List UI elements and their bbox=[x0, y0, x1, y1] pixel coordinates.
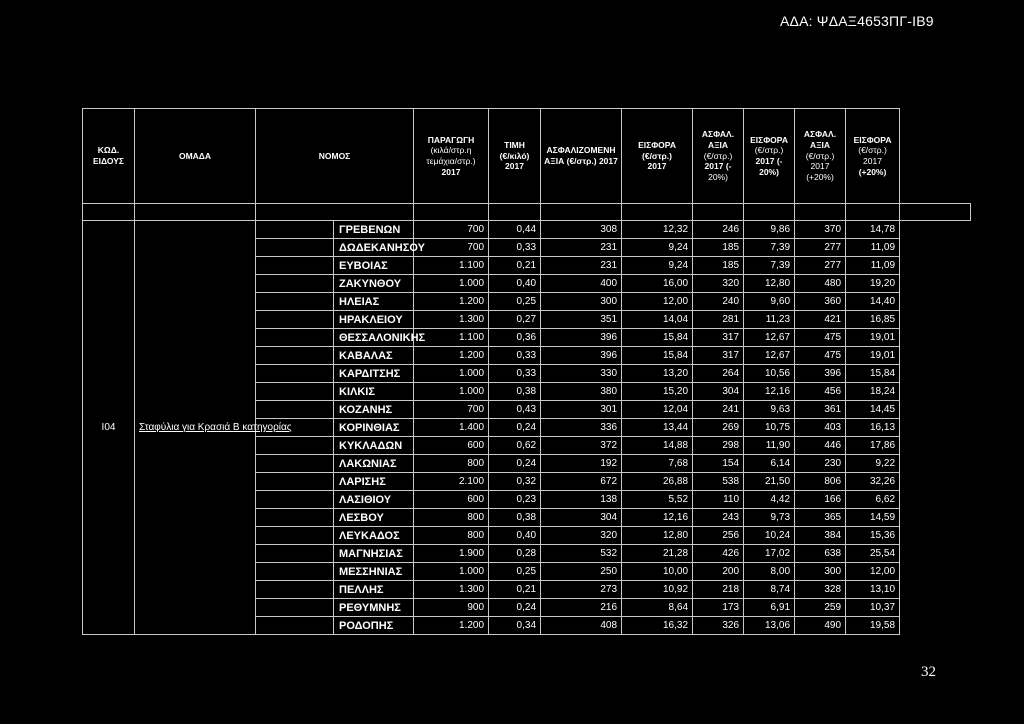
cell-insured-plus20: 638 bbox=[795, 545, 846, 563]
cell-contribution-plus20: 14,78 bbox=[846, 221, 900, 239]
cell-insured-plus20: 230 bbox=[795, 455, 846, 473]
cell-price: 0,62 bbox=[489, 437, 541, 455]
cell-insured-value: 351 bbox=[541, 311, 622, 329]
cell-nomos-name: ΡΟΔΟΠΗΣ bbox=[334, 617, 414, 635]
cell-insured-minus20: 200 bbox=[693, 563, 744, 581]
nomos-spacer bbox=[256, 581, 334, 599]
cell-contribution-minus20: 8,00 bbox=[744, 563, 795, 581]
header-contribution-minus20: ΕΙΣΦΟΡΑ (€/στρ.) 2017 (- 20%) bbox=[744, 109, 795, 204]
cell-insured-value: 396 bbox=[541, 347, 622, 365]
cell-production: 1.300 bbox=[414, 311, 489, 329]
cell-nomos-name: ΚΙΛΚΙΣ bbox=[334, 383, 414, 401]
cell-production: 2.100 bbox=[414, 473, 489, 491]
cell-contribution-plus20: 6,62 bbox=[846, 491, 900, 509]
cell-insured-value: 320 bbox=[541, 527, 622, 545]
nomos-spacer bbox=[256, 347, 334, 365]
cell-insured-plus20: 456 bbox=[795, 383, 846, 401]
cell-price: 0,23 bbox=[489, 491, 541, 509]
nomos-spacer bbox=[256, 221, 334, 239]
nomos-spacer bbox=[256, 383, 334, 401]
cell-price: 0,25 bbox=[489, 293, 541, 311]
cell-insured-plus20: 384 bbox=[795, 527, 846, 545]
cell-price: 0,34 bbox=[489, 617, 541, 635]
cell-contribution-plus20: 12,00 bbox=[846, 563, 900, 581]
cell-production: 1.000 bbox=[414, 383, 489, 401]
cell-price: 0,28 bbox=[489, 545, 541, 563]
cell-contribution: 14,88 bbox=[622, 437, 693, 455]
product-code: Ι04 bbox=[83, 221, 135, 635]
header-group: ΟΜΑΔΑ bbox=[135, 109, 256, 204]
cell-insured-minus20: 154 bbox=[693, 455, 744, 473]
cell-contribution-plus20: 15,84 bbox=[846, 365, 900, 383]
cell-insured-value: 231 bbox=[541, 239, 622, 257]
cell-insured-plus20: 370 bbox=[795, 221, 846, 239]
cell-nomos-name: ΚΥΚΛΑΔΩΝ bbox=[334, 437, 414, 455]
cell-insured-value: 216 bbox=[541, 599, 622, 617]
cell-insured-value: 138 bbox=[541, 491, 622, 509]
cell-insured-value: 273 bbox=[541, 581, 622, 599]
cell-insured-minus20: 185 bbox=[693, 239, 744, 257]
cell-contribution-plus20: 16,85 bbox=[846, 311, 900, 329]
cell-contribution-plus20: 16,13 bbox=[846, 419, 900, 437]
cell-nomos-name: ΘΕΣΣΑΛΟΝΙΚΗΣ bbox=[334, 329, 414, 347]
cell-nomos-name: ΜΕΣΣΗΝΙΑΣ bbox=[334, 563, 414, 581]
cell-insured-minus20: 173 bbox=[693, 599, 744, 617]
cell-insured-minus20: 269 bbox=[693, 419, 744, 437]
cell-nomos-name: ΛΑΡΙΣΗΣ bbox=[334, 473, 414, 491]
cell-contribution-minus20: 10,24 bbox=[744, 527, 795, 545]
spacer-row bbox=[83, 204, 971, 221]
cell-insured-plus20: 328 bbox=[795, 581, 846, 599]
nomos-spacer bbox=[256, 491, 334, 509]
nomos-spacer bbox=[256, 275, 334, 293]
cell-contribution: 9,24 bbox=[622, 257, 693, 275]
cell-contribution-minus20: 7,39 bbox=[744, 257, 795, 275]
cell-price: 0,24 bbox=[489, 455, 541, 473]
cell-nomos-name: ΛΕΥΚΑΔΟΣ bbox=[334, 527, 414, 545]
cell-insured-minus20: 426 bbox=[693, 545, 744, 563]
cell-contribution-plus20: 32,26 bbox=[846, 473, 900, 491]
cell-production: 800 bbox=[414, 509, 489, 527]
cell-contribution-plus20: 14,59 bbox=[846, 509, 900, 527]
cell-contribution-minus20: 10,75 bbox=[744, 419, 795, 437]
cell-contribution-minus20: 21,50 bbox=[744, 473, 795, 491]
cell-nomos-name: ΡΕΘΥΜΝΗΣ bbox=[334, 599, 414, 617]
cell-contribution-minus20: 12,67 bbox=[744, 329, 795, 347]
cell-insured-value: 396 bbox=[541, 329, 622, 347]
cell-production: 1.200 bbox=[414, 347, 489, 365]
cell-insured-minus20: 246 bbox=[693, 221, 744, 239]
cell-nomos-name: ΠΕΛΛΗΣ bbox=[334, 581, 414, 599]
cell-contribution-plus20: 19,20 bbox=[846, 275, 900, 293]
cell-contribution: 10,92 bbox=[622, 581, 693, 599]
cell-production: 800 bbox=[414, 527, 489, 545]
cell-insured-plus20: 259 bbox=[795, 599, 846, 617]
cell-production: 800 bbox=[414, 455, 489, 473]
cell-production: 1.900 bbox=[414, 545, 489, 563]
cell-contribution-minus20: 13,06 bbox=[744, 617, 795, 635]
cell-contribution: 5,52 bbox=[622, 491, 693, 509]
header-contribution-plus20: ΕΙΣΦΟΡΑ (€/στρ.) 2017 (+20%) bbox=[846, 109, 900, 204]
cell-nomos-name: ΛΑΚΩΝΙΑΣ bbox=[334, 455, 414, 473]
header-price: ΤΙΜΗ (€/κιλό) 2017 bbox=[489, 109, 541, 204]
cell-insured-value: 250 bbox=[541, 563, 622, 581]
cell-contribution-minus20: 6,91 bbox=[744, 599, 795, 617]
nomos-spacer bbox=[256, 527, 334, 545]
header-insured-plus20: ΑΣΦΑΛ. ΑΞΙΑ (€/στρ.) 2017 (+20%) bbox=[795, 109, 846, 204]
cell-price: 0,32 bbox=[489, 473, 541, 491]
cell-price: 0,24 bbox=[489, 419, 541, 437]
nomos-spacer bbox=[256, 599, 334, 617]
cell-insured-value: 532 bbox=[541, 545, 622, 563]
header-nomos: ΝΟΜΟΣ bbox=[256, 109, 414, 204]
insurance-table bbox=[82, 108, 971, 635]
nomos-spacer bbox=[256, 293, 334, 311]
cell-insured-plus20: 480 bbox=[795, 275, 846, 293]
cell-contribution-plus20: 19,58 bbox=[846, 617, 900, 635]
cell-production: 700 bbox=[414, 401, 489, 419]
cell-price: 0,44 bbox=[489, 221, 541, 239]
cell-contribution-minus20: 12,16 bbox=[744, 383, 795, 401]
nomos-spacer bbox=[256, 257, 334, 275]
cell-nomos-name: ΕΥΒΟΙΑΣ bbox=[334, 257, 414, 275]
cell-insured-plus20: 166 bbox=[795, 491, 846, 509]
cell-contribution-plus20: 17,86 bbox=[846, 437, 900, 455]
cell-insured-minus20: 317 bbox=[693, 347, 744, 365]
cell-price: 0,38 bbox=[489, 509, 541, 527]
cell-contribution: 15,84 bbox=[622, 347, 693, 365]
cell-production: 1.000 bbox=[414, 365, 489, 383]
nomos-spacer bbox=[256, 239, 334, 257]
cell-contribution: 13,20 bbox=[622, 365, 693, 383]
cell-production: 1.000 bbox=[414, 275, 489, 293]
cell-insured-value: 192 bbox=[541, 455, 622, 473]
cell-contribution: 8,64 bbox=[622, 599, 693, 617]
cell-insured-minus20: 320 bbox=[693, 275, 744, 293]
nomos-spacer bbox=[256, 437, 334, 455]
cell-insured-plus20: 421 bbox=[795, 311, 846, 329]
cell-contribution-plus20: 9,22 bbox=[846, 455, 900, 473]
cell-contribution-minus20: 8,74 bbox=[744, 581, 795, 599]
cell-nomos-name: ΚΑΒΑΛΑΣ bbox=[334, 347, 414, 365]
cell-price: 0,27 bbox=[489, 311, 541, 329]
nomos-spacer bbox=[256, 329, 334, 347]
nomos-spacer bbox=[256, 563, 334, 581]
cell-nomos-name: ΜΑΓΝΗΣΙΑΣ bbox=[334, 545, 414, 563]
cell-nomos-name: ΔΩΔΕΚΑΝΗΣΟΥ bbox=[334, 239, 414, 257]
cell-insured-value: 330 bbox=[541, 365, 622, 383]
cell-insured-plus20: 361 bbox=[795, 401, 846, 419]
cell-contribution-minus20: 4,42 bbox=[744, 491, 795, 509]
cell-price: 0,33 bbox=[489, 347, 541, 365]
cell-production: 1.200 bbox=[414, 617, 489, 635]
header-insured-minus20: ΑΣΦΑΛ. ΑΞΙΑ (€/στρ.) 2017 (- 20%) bbox=[693, 109, 744, 204]
cell-contribution-minus20: 9,73 bbox=[744, 509, 795, 527]
cell-insured-minus20: 185 bbox=[693, 257, 744, 275]
cell-insured-minus20: 298 bbox=[693, 437, 744, 455]
cell-insured-plus20: 300 bbox=[795, 563, 846, 581]
product-group: Σταφύλια για Κρασιά Β κατηγορίας bbox=[135, 221, 256, 635]
header-code: ΚΩΔ. ΕΙΔΟΥΣ bbox=[83, 109, 135, 204]
header-contribution: ΕΙΣΦΟΡΑ (€/στρ.) 2017 bbox=[622, 109, 693, 204]
cell-contribution: 12,04 bbox=[622, 401, 693, 419]
cell-production: 1.000 bbox=[414, 563, 489, 581]
cell-contribution: 26,88 bbox=[622, 473, 693, 491]
cell-nomos-name: ΖΑΚΥΝΘΟΥ bbox=[334, 275, 414, 293]
nomos-spacer bbox=[256, 401, 334, 419]
cell-price: 0,36 bbox=[489, 329, 541, 347]
cell-nomos-name: ΗΛΕΙΑΣ bbox=[334, 293, 414, 311]
cell-production: 1.400 bbox=[414, 419, 489, 437]
cell-contribution-minus20: 12,67 bbox=[744, 347, 795, 365]
cell-price: 0,33 bbox=[489, 365, 541, 383]
nomos-spacer bbox=[256, 311, 334, 329]
cell-contribution-plus20: 19,01 bbox=[846, 329, 900, 347]
cell-nomos-name: ΓΡΕΒΕΝΩΝ bbox=[334, 221, 414, 239]
cell-insured-minus20: 538 bbox=[693, 473, 744, 491]
cell-nomos-name: ΚΑΡΔΙΤΣΗΣ bbox=[334, 365, 414, 383]
cell-production: 700 bbox=[414, 221, 489, 239]
cell-production: 1.100 bbox=[414, 329, 489, 347]
cell-contribution-minus20: 10,56 bbox=[744, 365, 795, 383]
cell-insured-minus20: 326 bbox=[693, 617, 744, 635]
cell-contribution-minus20: 6,14 bbox=[744, 455, 795, 473]
cell-contribution-plus20: 15,36 bbox=[846, 527, 900, 545]
cell-contribution: 15,20 bbox=[622, 383, 693, 401]
cell-nomos-name: ΚΟΡΙΝΘΙΑΣ bbox=[334, 419, 414, 437]
cell-contribution: 12,00 bbox=[622, 293, 693, 311]
cell-insured-minus20: 264 bbox=[693, 365, 744, 383]
nomos-spacer bbox=[256, 473, 334, 491]
cell-contribution-plus20: 11,09 bbox=[846, 257, 900, 275]
cell-insured-value: 308 bbox=[541, 221, 622, 239]
cell-price: 0,40 bbox=[489, 275, 541, 293]
cell-contribution-plus20: 13,10 bbox=[846, 581, 900, 599]
cell-insured-minus20: 256 bbox=[693, 527, 744, 545]
cell-insured-value: 304 bbox=[541, 509, 622, 527]
cell-contribution-plus20: 25,54 bbox=[846, 545, 900, 563]
cell-contribution: 7,68 bbox=[622, 455, 693, 473]
cell-contribution-plus20: 18,24 bbox=[846, 383, 900, 401]
cell-production: 600 bbox=[414, 437, 489, 455]
cell-price: 0,33 bbox=[489, 239, 541, 257]
cell-production: 600 bbox=[414, 491, 489, 509]
cell-insured-plus20: 365 bbox=[795, 509, 846, 527]
cell-insured-value: 400 bbox=[541, 275, 622, 293]
cell-insured-plus20: 446 bbox=[795, 437, 846, 455]
cell-contribution: 9,24 bbox=[622, 239, 693, 257]
nomos-spacer bbox=[256, 365, 334, 383]
nomos-spacer bbox=[256, 545, 334, 563]
cell-insured-value: 301 bbox=[541, 401, 622, 419]
cell-contribution-minus20: 9,63 bbox=[744, 401, 795, 419]
cell-insured-minus20: 317 bbox=[693, 329, 744, 347]
cell-price: 0,21 bbox=[489, 581, 541, 599]
cell-nomos-name: ΛΕΣΒΟΥ bbox=[334, 509, 414, 527]
cell-contribution: 15,84 bbox=[622, 329, 693, 347]
cell-insured-plus20: 277 bbox=[795, 239, 846, 257]
cell-production: 900 bbox=[414, 599, 489, 617]
cell-production: 1.200 bbox=[414, 293, 489, 311]
cell-insured-value: 372 bbox=[541, 437, 622, 455]
cell-insured-value: 380 bbox=[541, 383, 622, 401]
cell-insured-minus20: 240 bbox=[693, 293, 744, 311]
cell-insured-plus20: 396 bbox=[795, 365, 846, 383]
cell-contribution-plus20: 14,45 bbox=[846, 401, 900, 419]
table-header-row bbox=[83, 109, 971, 204]
cell-contribution: 21,28 bbox=[622, 545, 693, 563]
cell-production: 700 bbox=[414, 239, 489, 257]
cell-contribution-minus20: 11,90 bbox=[744, 437, 795, 455]
cell-contribution-minus20: 17,02 bbox=[744, 545, 795, 563]
cell-nomos-name: ΛΑΣΙΘΙΟΥ bbox=[334, 491, 414, 509]
cell-insured-minus20: 243 bbox=[693, 509, 744, 527]
cell-contribution: 12,16 bbox=[622, 509, 693, 527]
page-number: 32 bbox=[921, 664, 936, 680]
cell-insured-plus20: 403 bbox=[795, 419, 846, 437]
cell-insured-value: 672 bbox=[541, 473, 622, 491]
cell-price: 0,40 bbox=[489, 527, 541, 545]
cell-contribution-minus20: 12,80 bbox=[744, 275, 795, 293]
cell-contribution-plus20: 19,01 bbox=[846, 347, 900, 365]
document-id-header: ΑΔΑ: ΨΔΑΞ4653ΠΓ-ΙΒ9 bbox=[780, 13, 934, 29]
table-row bbox=[83, 221, 971, 239]
cell-contribution: 16,32 bbox=[622, 617, 693, 635]
cell-contribution-plus20: 14,40 bbox=[846, 293, 900, 311]
cell-insured-plus20: 277 bbox=[795, 257, 846, 275]
cell-contribution-minus20: 9,60 bbox=[744, 293, 795, 311]
header-insured-value: ΑΣΦΑΛΙΖΟΜΕΝΗ ΑΞΙΑ (€/στρ.) 2017 bbox=[541, 109, 622, 204]
cell-price: 0,24 bbox=[489, 599, 541, 617]
cell-insured-minus20: 218 bbox=[693, 581, 744, 599]
nomos-spacer bbox=[256, 455, 334, 473]
cell-insured-minus20: 241 bbox=[693, 401, 744, 419]
cell-contribution: 12,32 bbox=[622, 221, 693, 239]
cell-contribution: 16,00 bbox=[622, 275, 693, 293]
cell-contribution-minus20: 7,39 bbox=[744, 239, 795, 257]
cell-contribution: 10,00 bbox=[622, 563, 693, 581]
cell-insured-minus20: 304 bbox=[693, 383, 744, 401]
cell-insured-minus20: 281 bbox=[693, 311, 744, 329]
nomos-spacer bbox=[256, 617, 334, 635]
cell-contribution-plus20: 11,09 bbox=[846, 239, 900, 257]
cell-contribution-minus20: 9,86 bbox=[744, 221, 795, 239]
cell-contribution: 12,80 bbox=[622, 527, 693, 545]
cell-insured-value: 300 bbox=[541, 293, 622, 311]
cell-contribution: 14,04 bbox=[622, 311, 693, 329]
header-production: ΠΑΡΑΓΩΓΗ (κιλά/στρ.η τεμάχια/στρ.) 2017 bbox=[414, 109, 489, 204]
cell-contribution-minus20: 11,23 bbox=[744, 311, 795, 329]
cell-insured-value: 408 bbox=[541, 617, 622, 635]
cell-nomos-name: ΚΟΖΑΝΗΣ bbox=[334, 401, 414, 419]
cell-price: 0,43 bbox=[489, 401, 541, 419]
cell-price: 0,38 bbox=[489, 383, 541, 401]
cell-insured-plus20: 490 bbox=[795, 617, 846, 635]
cell-insured-plus20: 806 bbox=[795, 473, 846, 491]
cell-insured-plus20: 360 bbox=[795, 293, 846, 311]
cell-price: 0,25 bbox=[489, 563, 541, 581]
cell-insured-plus20: 475 bbox=[795, 329, 846, 347]
cell-contribution: 13,44 bbox=[622, 419, 693, 437]
cell-production: 1.100 bbox=[414, 257, 489, 275]
cell-nomos-name: ΗΡΑΚΛΕΙΟΥ bbox=[334, 311, 414, 329]
cell-insured-value: 231 bbox=[541, 257, 622, 275]
cell-contribution-plus20: 10,37 bbox=[846, 599, 900, 617]
cell-production: 1.300 bbox=[414, 581, 489, 599]
nomos-spacer bbox=[256, 509, 334, 527]
cell-insured-plus20: 475 bbox=[795, 347, 846, 365]
cell-price: 0,21 bbox=[489, 257, 541, 275]
cell-insured-value: 336 bbox=[541, 419, 622, 437]
cell-insured-minus20: 110 bbox=[693, 491, 744, 509]
